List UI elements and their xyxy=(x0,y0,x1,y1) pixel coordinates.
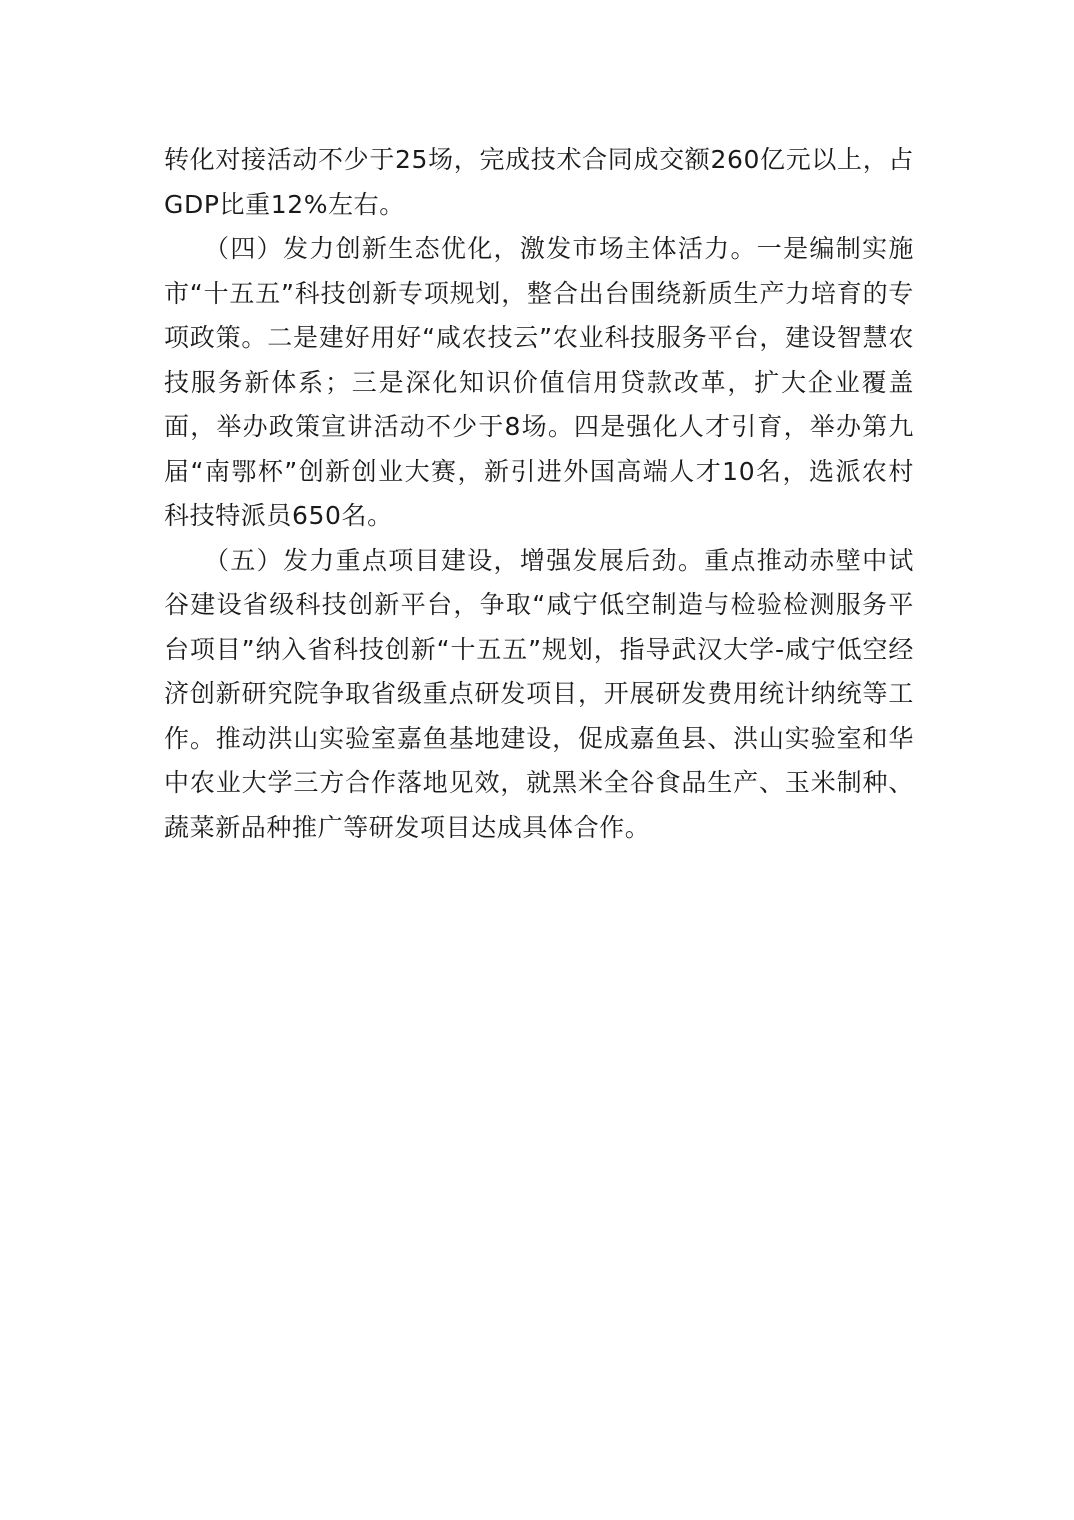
body-text xyxy=(164,138,914,850)
paragraph-continuation: 转化对接活动不少于25场，完成技术合同成交额260亿元以上，占GDP比重12%左右。 xyxy=(164,145,914,219)
paragraph-section-four: （四）发力创新生态优化，激发市场主体活力。一是编制实施市“十五五”科技创新专项规划，整合出台围绕新质生产力培育的专项政策。二是建好用好“咸农技云”农业科技服务平台，建设智慧农技服务新体系；三是深化知识价值信用贷款改革，扩大企业覆盖面，举办政策宣讲活动不少于8场。四是强化人才引育，举办第九届“南鄂杯”创新创业大赛，新引进外国高端人才10名，选派农村科技特派员650名。 xyxy=(164,234,914,530)
paragraph-section-five: （五）发力重点项目建设，增强发展后劲。重点推动赤壁中试谷建设省级科技创新平台，争取“咸宁低空制造与检验检测服务平台项目”纳入省科技创新“十五五”规划，指导武汉大学-咸宁低空经济创新研究院争取省级重点研发项目，开展研发费用统计纳统等工作。推动洪山实验室嘉鱼基地建设，促成嘉鱼县、洪山实验室和华中农业大学三方合作落地见效，就黑米全谷食品生产、玉米制种、蔬菜新品种推广等研发项目达成具体合作。 xyxy=(164,545,914,842)
